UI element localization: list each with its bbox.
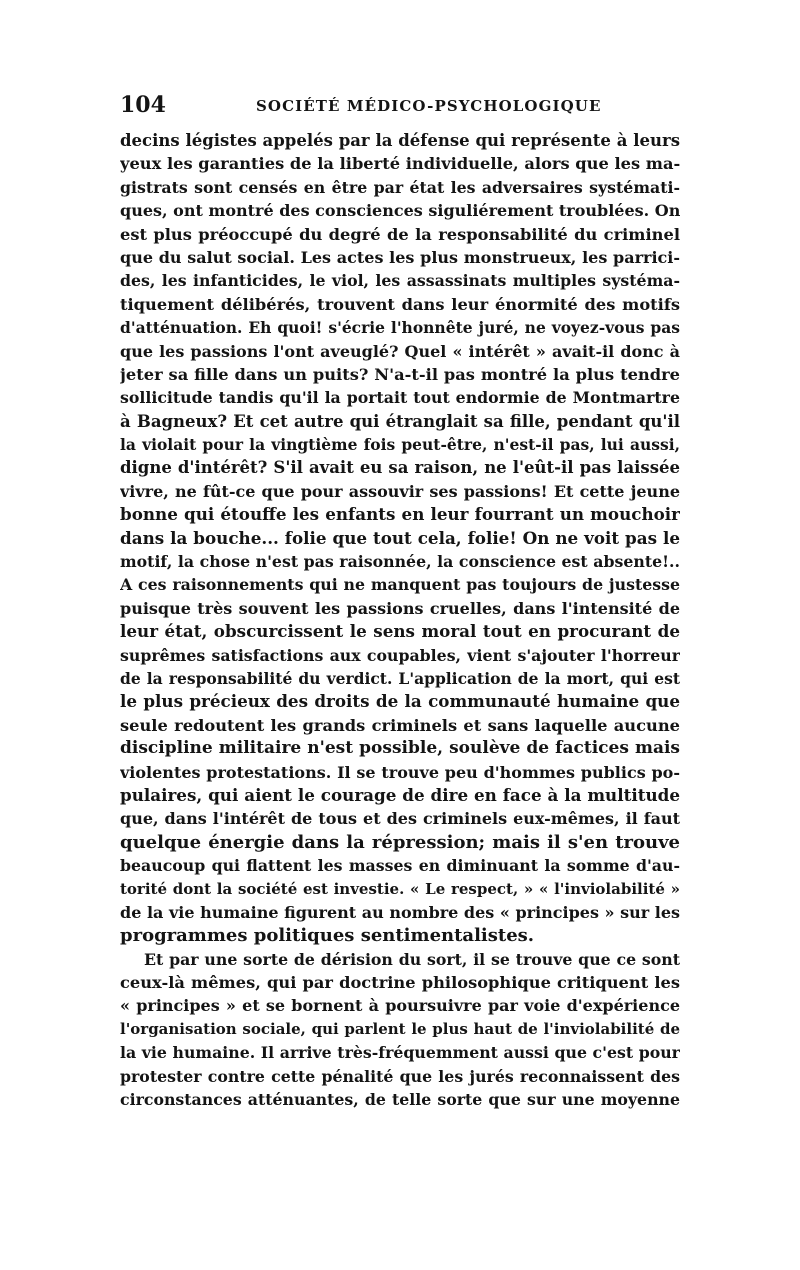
text-line: beaucoup qui flattent les masses en diminuant la somme d'au-	[120, 856, 680, 876]
text-line: quelque énergie dans la répression; mais il s'en trouve	[120, 831, 680, 853]
page-number: 104	[120, 92, 166, 118]
text-line: violentes protestations. Il se trouve peu d'hommes publics po-	[120, 762, 680, 782]
text-line: suprêmes satisfactions aux coupables, vient s'ajouter l'horreur	[120, 645, 680, 665]
text-line: la violait pour la vingtième fois peut-être, n'est-il pas, lui aussi,	[120, 435, 680, 455]
text-line: A ces raisonnements qui ne manquent pas toujours de justesse	[120, 575, 680, 595]
text-line: des, les infanticides, le viol, les assassinats multiples systéma-	[120, 271, 680, 291]
text-line: tiquement délibérés, trouvent dans leur énormité des motifs	[120, 294, 680, 314]
text-line: dans la bouche... folie que tout cela, folie! On ne voit pas le	[120, 527, 680, 548]
text-line: sollicitude tandis qu'il la portait tout endormie de Montmartre	[120, 388, 680, 408]
text-line: d'atténuation. Eh quoi! s'écrie l'honnête juré, ne voyez-vous pas	[120, 318, 680, 338]
paragraph-start-line: Et par une sorte de dérision du sort, il se trouve que ce sont	[144, 949, 680, 969]
body-text	[120, 129, 680, 1111]
text-line: circonstances atténuantes, de telle sorte que sur une moyenne	[120, 1090, 680, 1110]
text-line: « principes » et se bornent à poursuivre par voie d'expérience	[120, 996, 680, 1016]
text-line: digne d'intérêt? S'il avait eu sa raison, ne l'eût-il pas laissée	[120, 458, 680, 478]
text-line: est plus préoccupé du degré de la responsabilité du criminel	[120, 224, 680, 244]
text-line: yeux les garanties de la liberté individuelle, alors que les ma-	[120, 154, 680, 174]
text-line: à Bagneux? Et cet autre qui étranglait sa fille, pendant qu'il	[120, 411, 680, 431]
text-line: le plus précieux des droits de la communauté humaine que	[120, 691, 680, 712]
text-line: l'organisation sociale, qui parlent le plus haut de l'inviolabilité de	[120, 1019, 680, 1038]
text-line: que, dans l'intérêt de tous et des criminels eux-mêmes, il faut	[120, 809, 680, 829]
text-line: la vie humaine. Il arrive très-fréquemment aussi que c'est pour	[120, 1043, 680, 1063]
text-line: protester contre cette pénalité que les jurés reconnaissent des	[120, 1066, 680, 1086]
text-line: puisque très souvent les passions cruelles, dans l'intensité de	[120, 598, 680, 618]
text-line: pulaires, qui aient le courage de dire en face à la multitude	[120, 784, 680, 805]
text-line: discipline militaire n'est possible, soulève de factices mais	[120, 738, 680, 759]
text-line: de la vie humaine figurent au nombre des « principes » sur les	[120, 902, 680, 922]
text-line: de la responsabilité du verdict. L'application de la mort, qui est	[120, 668, 680, 688]
running-head: SOCIÉTÉ MÉDICO-PSYCHOLOGIQUE	[256, 97, 602, 115]
text-line: que les passions l'ont aveuglé? Quel « intérêt » avait-il donc à	[120, 341, 680, 361]
text-line: vivre, ne fût-ce que pour assouvir ses passions! Et cette jeune	[120, 481, 680, 501]
text-line: leur état, obscurcissent le sens moral tout en procurant de	[120, 621, 680, 642]
text-line: decins légistes appelés par la défense qui représente à leurs	[120, 131, 680, 150]
text-line: seule redoutent les grands criminels et sans laquelle aucune	[120, 715, 680, 735]
text-line: que du salut social. Les actes les plus monstrueux, les parrici-	[120, 247, 680, 267]
text-line: gistrats sont censés en être par état les adversaires systémati-	[120, 177, 680, 197]
paragraph-end-line: programmes politiques sentimentalistes.	[120, 925, 535, 947]
text-line: torité dont la société est investie. « Le respect, » « l'inviolabilité »	[120, 879, 680, 898]
text-line: ceux-là mêmes, qui par doctrine philosophique critiquent les	[120, 973, 680, 993]
text-line: bonne qui étouffe les enfants en leur fourrant un mouchoir	[120, 504, 680, 525]
text-line: jeter sa fille dans un puits? N'a-t-il pas montré la plus tendre	[120, 364, 680, 384]
text-line: ques, ont montré des consciences siguliérement troublées. On	[120, 201, 680, 221]
page-header	[120, 91, 680, 119]
text-line: motif, la chose n'est pas raisonnée, la conscience est absente!..	[120, 552, 680, 572]
